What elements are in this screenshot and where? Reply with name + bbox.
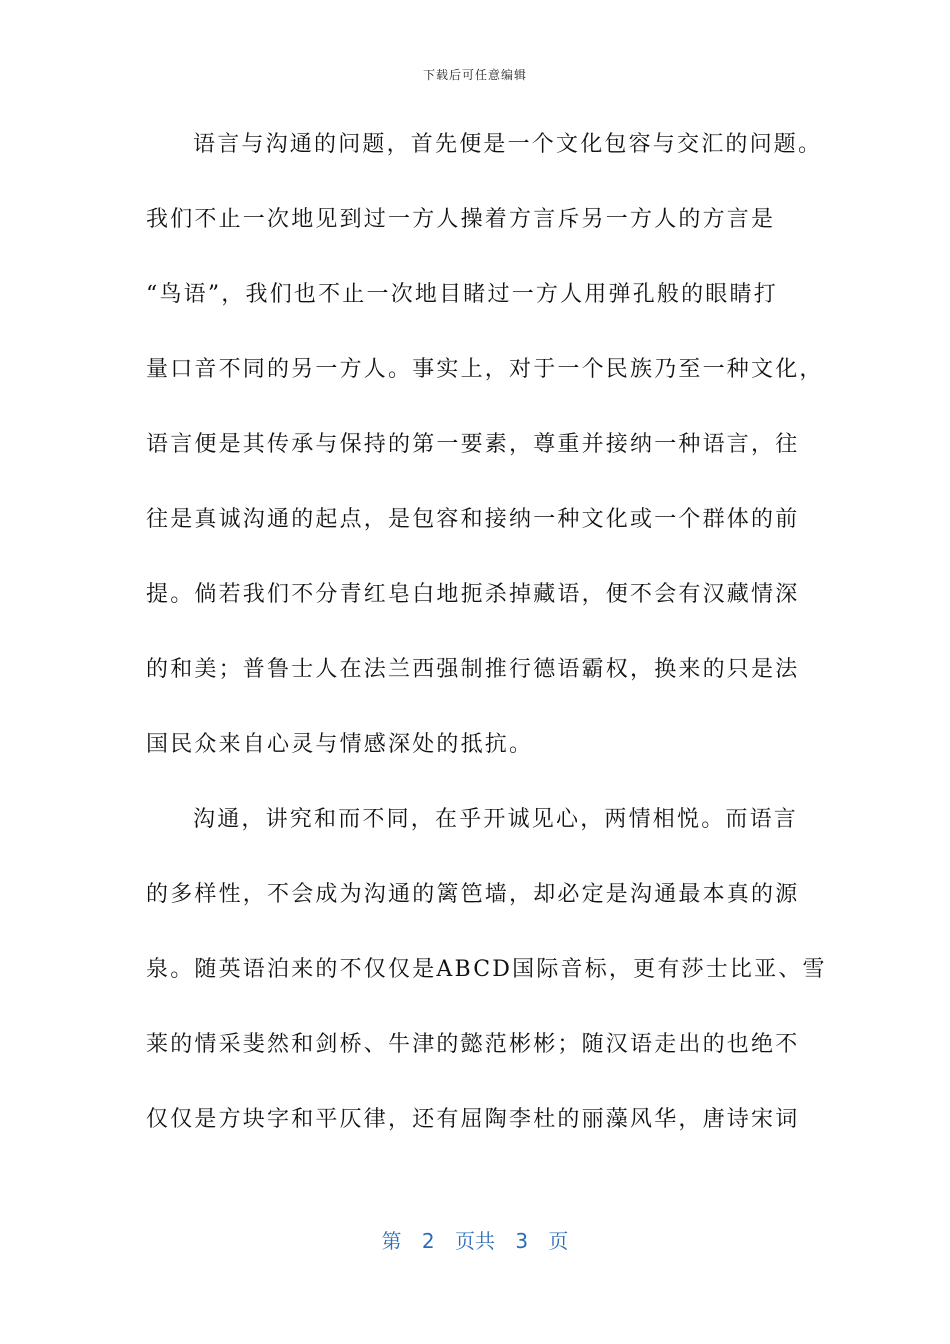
text-line: 我们不止一次地见到过一方人操着方言斥另一方人的方言是 — [146, 207, 776, 232]
text-line: 提。倘若我们不分青红皂白地扼杀掉藏语，便不会有汉藏情深 — [146, 582, 800, 607]
text-line: 国民众来自心灵与情感深处的抵抗。 — [146, 732, 534, 757]
text-line: 的多样性，不会成为沟通的篱笆墙，却必定是沟通最本真的源 — [146, 882, 800, 907]
page-header: 下载后可任意编辑 — [422, 68, 527, 82]
text-line: 语言与沟通的问题，首先便是一个文化包容与交汇的问题。 — [193, 132, 823, 157]
text-line: 量口音不同的另一方人。事实上，对于一个民族乃至一种文化， — [146, 357, 824, 382]
text-line: 往是真诚沟通的起点，是包容和接纳一种文化或一个群体的前 — [146, 507, 800, 532]
text-line: 沟通，讲究和而不同，在乎开诚见心，两情相悦。而语言 — [193, 807, 799, 832]
text-line: 泉。随英语泊来的不仅仅是ABCD国际音标，更有莎士比亚、雪 — [146, 957, 827, 982]
text-line: 语言便是其传承与保持的第一要素，尊重并接纳一种语言，往 — [146, 432, 800, 457]
text-line: 莱的情采斐然和剑桥、牛津的懿范彬彬；随汉语走出的也绝不 — [146, 1032, 800, 1057]
text-line: “鸟语”，我们也不止一次地目睹过一方人用弹孔般的眼睛打 — [146, 282, 778, 307]
text-line: 仅仅是方块字和平仄律，还有屈陶李杜的丽藻风华，唐诗宋词 — [146, 1107, 800, 1132]
page-footer: 第 2 页共 3 页 — [381, 1229, 569, 1253]
text-line: 的和美；普鲁士人在法兰西强制推行德语霸权，换来的只是法 — [146, 657, 800, 682]
